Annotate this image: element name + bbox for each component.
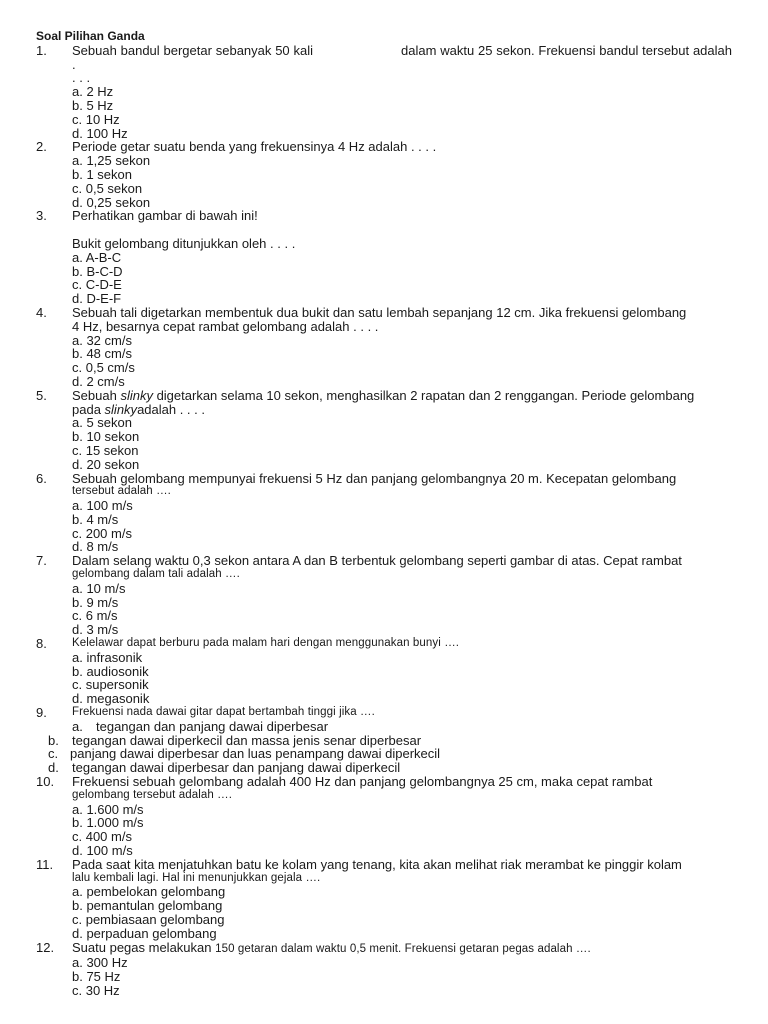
option-b: b. 48 cm/s <box>72 346 132 362</box>
question-7 <box>36 554 732 637</box>
question-text-part: Sebuah <box>72 387 121 403</box>
option-b: b. pemantulan gelombang <box>72 898 223 914</box>
question-text-continuation: gelombang dalam tali adalah …. <box>72 568 240 581</box>
option-text: tegangan dan panjang dawai diperbesar <box>96 718 329 734</box>
question-4 <box>36 306 732 389</box>
option-list <box>36 237 732 306</box>
question-text: Periode getar suatu benda yang frekuensinya 4 Hz adalah . . . . <box>72 139 437 155</box>
option-list <box>36 872 732 941</box>
option-letter: d. <box>48 760 59 776</box>
question-text-part: Sebuah bandul bergetar sebanyak 50 kali <box>72 42 313 58</box>
option-a <box>36 720 732 734</box>
option-list <box>36 651 732 706</box>
question-1 <box>36 44 732 141</box>
option-a: a. infrasonik <box>72 649 143 665</box>
option-a: a. pembelokan gelombang <box>72 884 226 900</box>
question-text: Sebuah gelombang mempunyai frekuensi 5 Hz dan panjang gelombangnya 20 m. Kecepatan gelombang <box>72 470 677 486</box>
option-b: b. 1.000 m/s <box>72 815 144 831</box>
option-list <box>36 789 732 858</box>
option-c: c. 0,5 cm/s <box>72 360 135 376</box>
option-a: a. 1.600 m/s <box>72 801 144 817</box>
option-letter: c. <box>48 746 59 762</box>
option-list <box>36 85 732 140</box>
question-text-continuation: gelombang tersebut adalah …. <box>72 788 233 801</box>
option-d <box>36 761 732 775</box>
question-text-part: pada <box>72 401 105 417</box>
question-text-continuation: lalu kembali lagi. Hal ini menunjukkan gejala …. <box>72 871 321 884</box>
option-c: c. 400 m/s <box>72 829 132 845</box>
question-number: 8. <box>36 636 47 652</box>
option-b: b. 10 sekon <box>72 429 140 445</box>
question-8 <box>36 637 732 706</box>
question-number: 2. <box>36 139 47 155</box>
option-list <box>36 720 732 775</box>
question-text-part: 150 getaran dalam waktu 0,5 menit. Frekuensi getaran pegas adalah …. <box>215 942 591 955</box>
question-text-part: adalah . . . . <box>137 401 205 417</box>
option-a: a. 10 m/s <box>72 580 126 596</box>
option-a: a. 5 sekon <box>72 415 132 431</box>
option-list <box>36 403 732 472</box>
question-number: 3. <box>36 208 47 224</box>
question-text: Pada saat kita menjatuhkan batu ke kolam yang tenang, kita akan melihat riak merambat ke pinggir kolam <box>72 856 682 872</box>
option-list <box>36 485 732 554</box>
question-text: Dalam selang waktu 0,3 sekon antara A dan B terbentuk gelombang seperti gambar di atas. Cepat rambat <box>72 553 682 569</box>
option-c: c. 200 m/s <box>72 525 132 541</box>
option-d: d. perpaduan gelombang <box>72 925 217 941</box>
option-list <box>36 320 732 389</box>
option-letter: b. <box>48 732 59 748</box>
option-a: a. 32 cm/s <box>72 332 132 348</box>
option-c: c. C-D-E <box>72 277 122 293</box>
option-d: d. 100 m/s <box>72 843 133 859</box>
option-a: a. 300 Hz <box>72 955 128 971</box>
option-c: c. supersonik <box>72 677 149 693</box>
option-d: d. megasonik <box>72 691 150 707</box>
question-subtext: Bukit gelombang ditunjukkan oleh . . . . <box>72 235 296 251</box>
question-number: 5. <box>36 387 47 403</box>
option-d: d. 0,25 sekon <box>72 194 151 210</box>
option-b: b. 9 m/s <box>72 594 119 610</box>
question-text-continuation: 4 Hz, besarnya cepat rambat gelombang adalah . . . . <box>72 318 379 334</box>
option-letter: a. <box>72 718 83 734</box>
question-text-part: . . . <box>72 70 91 86</box>
question-number: 4. <box>36 304 47 320</box>
option-text: tegangan dawai diperbesar dan panjang dawai diperkecil <box>72 760 401 776</box>
question-number: 10. <box>36 774 55 790</box>
option-text: panjang dawai diperbesar dan luas penampang dawai diperkecil <box>70 746 441 762</box>
option-d: d. 8 m/s <box>72 539 119 555</box>
question-text-italic: slinky <box>104 401 138 417</box>
option-a: a. 2 Hz <box>72 84 114 100</box>
question-text: Frekuensi nada dawai gitar dapat bertambah tinggi jika …. <box>72 706 375 719</box>
question-2 <box>36 140 732 209</box>
option-a: a. 1,25 sekon <box>72 153 151 169</box>
option-a: a. 100 m/s <box>72 498 133 514</box>
option-c: c. 15 sekon <box>72 442 139 458</box>
question-10 <box>36 775 732 858</box>
question-number: 9. <box>36 705 47 721</box>
option-list <box>36 568 732 637</box>
question-text-continuation <box>72 403 732 417</box>
question-text: Perhatikan gambar di bawah ini! <box>72 208 258 224</box>
question-number: 7. <box>36 553 47 569</box>
option-b: b. 1 sekon <box>72 166 132 182</box>
question-text-part: dalam waktu 25 sekon. Frekuensi bandul tersebut adalah . <box>72 42 732 72</box>
question-9 <box>36 706 732 775</box>
option-b: b. 5 Hz <box>72 97 114 113</box>
question-number: 11. <box>36 856 54 872</box>
option-b: b. B-C-D <box>72 263 123 279</box>
option-list <box>36 956 732 997</box>
option-list <box>36 154 732 209</box>
question-text-part: digetarkan selama 10 sekon, menghasilkan 2 rapatan dan 2 renggangan. Periode gelombang <box>152 387 695 403</box>
option-a: a. A-B-C <box>72 249 122 265</box>
question-text <box>72 941 732 957</box>
option-c <box>36 747 732 761</box>
question-number: 12. <box>36 939 55 955</box>
option-b: b. 4 m/s <box>72 511 119 527</box>
option-c: c. pembiasaan gelombang <box>72 912 225 927</box>
question-text: Frekuensi sebuah gelombang adalah 400 Hz dan panjang gelombangnya 25 cm, maka cepat rambat <box>72 774 653 790</box>
question-text <box>72 306 732 320</box>
option-c: c. 0,5 sekon <box>72 180 143 196</box>
question-12 <box>36 941 732 998</box>
option-d: d. D-E-F <box>72 291 122 307</box>
option-b: b. audiosonik <box>72 663 149 679</box>
question-text <box>72 44 732 85</box>
question-text-continuation: tersebut adalah …. <box>72 485 171 498</box>
option-c: c. 10 Hz <box>72 111 120 127</box>
option-b: b. 75 Hz <box>72 969 121 985</box>
question-3 <box>36 209 732 306</box>
question-text: Kelelawar dapat berburu pada malam hari dengan menggunakan bunyi …. <box>72 637 460 650</box>
option-c: c. 6 m/s <box>72 608 118 624</box>
option-d: d. 2 cm/s <box>72 373 125 389</box>
option-d: d. 20 sekon <box>72 456 140 472</box>
question-6 <box>36 472 732 555</box>
question-text-italic: slinky <box>120 387 153 403</box>
question-5 <box>36 389 732 472</box>
option-d: d. 100 Hz <box>72 125 128 141</box>
option-b <box>36 734 732 748</box>
question-text-part: Sebuah tali digetarkan membentuk dua bukit dan satu lembah sepanjang 12 cm. Jika frekuensi gelombang <box>72 304 687 320</box>
question-text-part: Suatu pegas melakukan <box>72 939 216 955</box>
document-title: Soal Pilihan Ganda <box>36 29 145 43</box>
document-page <box>36 30 732 998</box>
question-number: 1. <box>36 42 47 58</box>
question-11 <box>36 858 732 941</box>
option-d: d. 3 m/s <box>72 622 119 638</box>
question-number: 6. <box>36 470 47 486</box>
question-text <box>72 389 732 403</box>
option-c: c. 30 Hz <box>72 982 120 998</box>
option-text: tegangan dawai diperkecil dan massa jenis senar diperbesar <box>72 732 422 748</box>
